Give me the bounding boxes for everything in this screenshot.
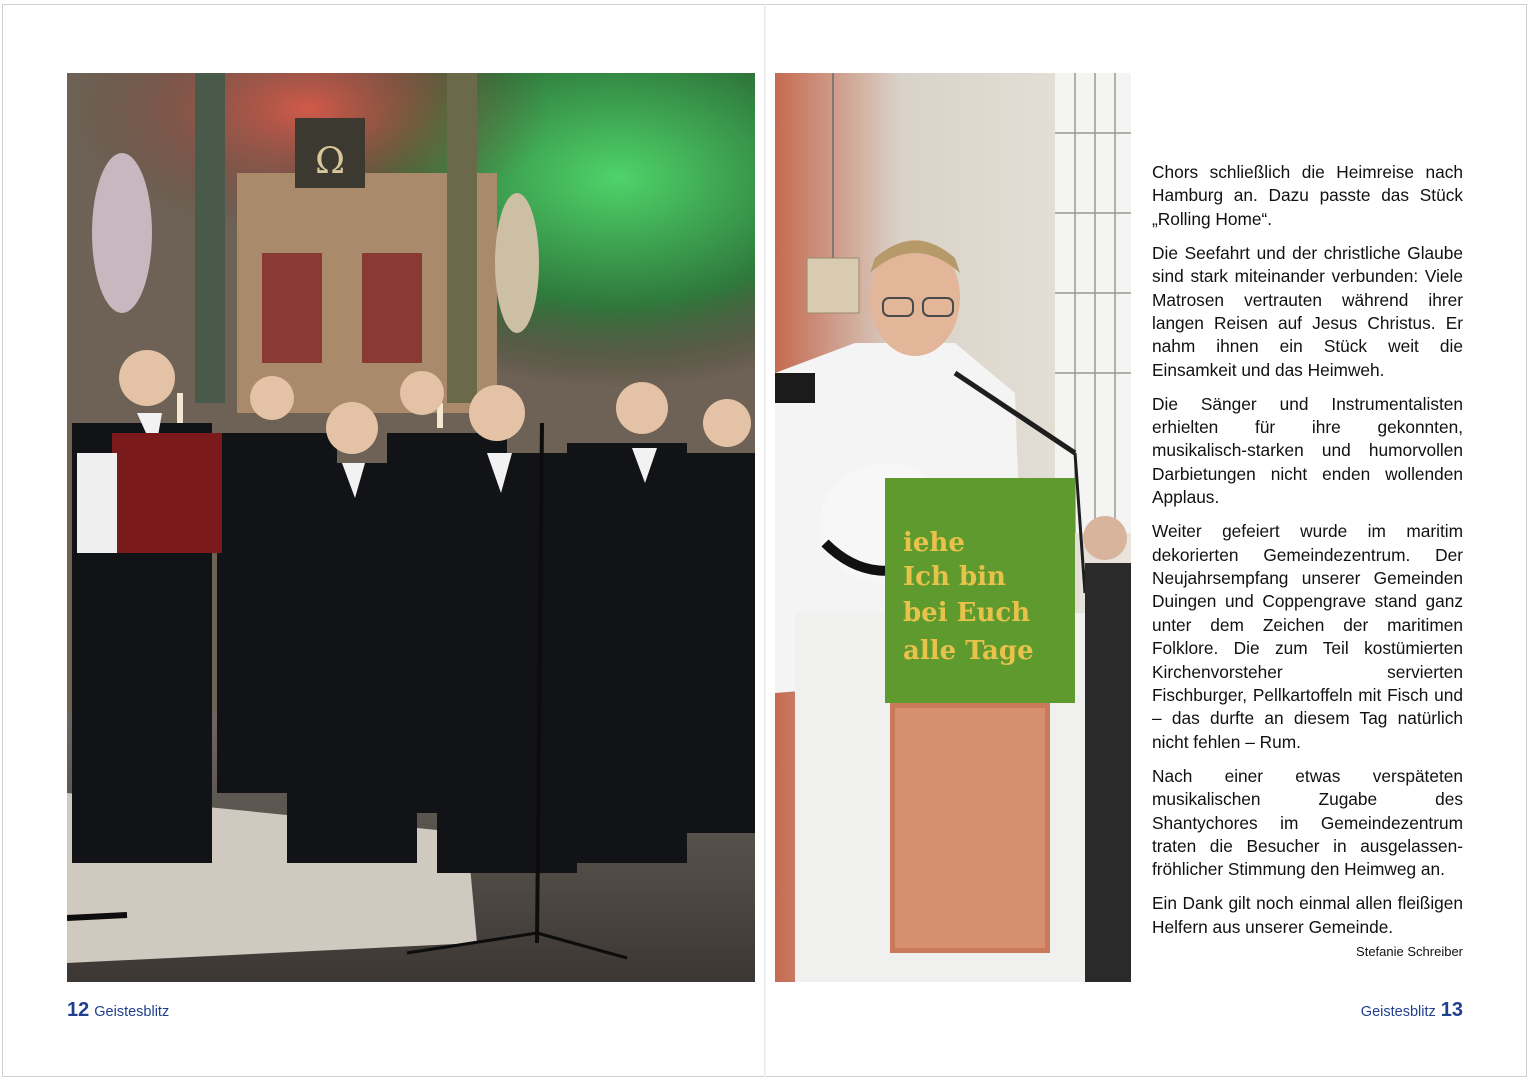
- banner-line-1: iehe: [903, 528, 965, 558]
- article-author: Stefanie Schreiber: [1356, 944, 1463, 960]
- article-paragraph-2: Die Seefahrt und der christliche Glaube sind stark miteinander verbunden: Viele Matrosen vertrauten während ihrer langen Reisen auf Jesus Christus. Er nahm ihnen ein Stück weit die Einsamkeit und das Heimweh.: [1152, 242, 1463, 380]
- right-magazine-name: Geistesblitz: [1360, 1004, 1436, 1020]
- svg-text:Ω: Ω: [315, 141, 345, 182]
- choir-photo-illustration: [67, 73, 755, 982]
- article-paragraph-3: Die Sänger und Instrumentalisten erhielten für ihre gekonnten, musikalisch-starken und humorvollen Darbietungen nicht enden wollenden Applaus.: [1152, 393, 1463, 508]
- page-gutter: [764, 4, 766, 1077]
- article-closing-text: Ein Dank gilt noch einmal allen fleißigen Helfern aus unserer Gemeinde.: [1152, 893, 1463, 937]
- article-paragraph-5: Nach einer etwas verspäteten musikalischen Zugabe des Shantychores im Gemeindezentrum traten die Besucher in ausgelassen-fröhlicher Stimmung den Heimweg an.: [1152, 765, 1463, 880]
- banner-line-3: bei Euch: [903, 598, 1031, 628]
- right-page-footer: [1361, 999, 1463, 1022]
- banner-line-4: alle Tage: [903, 636, 1034, 666]
- banner-line-2: Ich bin: [903, 562, 1006, 592]
- left-page-number: 12: [67, 999, 90, 1021]
- right-page-number: 13: [1440, 999, 1463, 1021]
- article-paragraph-1: Chors schließlich die Heimreise nach Hamburg an. Dazu passte das Stück „Rolling Home“.: [1152, 162, 1463, 229]
- choir-photo: [67, 73, 755, 982]
- speaker-photo-illustration: [775, 73, 1131, 982]
- article-text-column: [1152, 161, 1463, 964]
- left-magazine-name: Geistesblitz: [94, 1004, 170, 1020]
- article-paragraph-6: [1152, 892, 1463, 960]
- left-page-footer: [67, 999, 169, 1022]
- speaker-photo: [775, 73, 1131, 982]
- article-paragraph-4: Weiter gefeiert wurde im maritim dekorierten Gemeindezentrum. Der Neujahrsempfang unserer Gemeinden Duingen und Coppengrave stand ganz unter dem Zeichen der maritimen Folklore. Die zum Teil kostümierten Kirchenvorsteher servierten Fischburger, Pellkartoffeln mit Fisch und – das durfte an diesem Tag natürlich nicht fehlen – Rum.: [1152, 521, 1463, 752]
